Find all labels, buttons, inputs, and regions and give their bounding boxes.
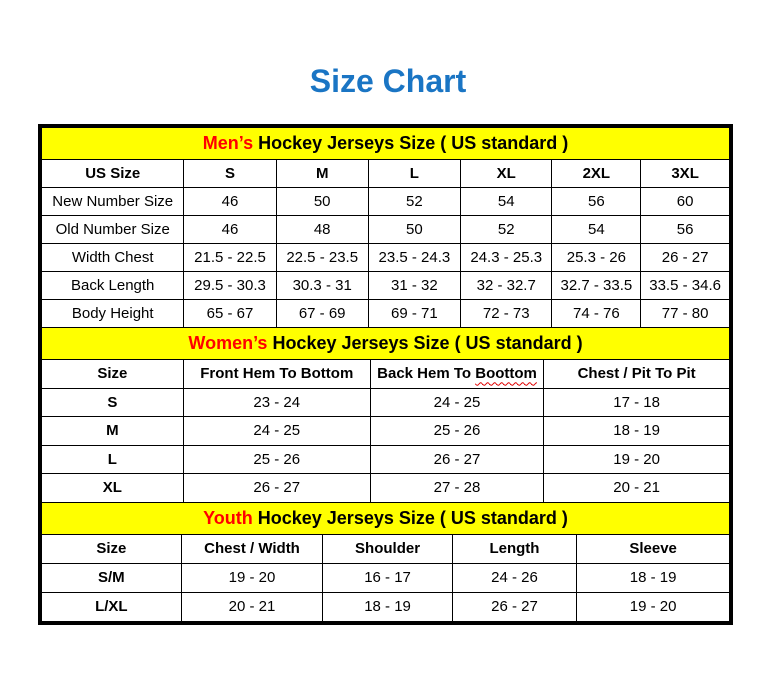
column-header-cell: Size <box>42 534 182 563</box>
column-header-text: Back Hem To <box>377 365 476 383</box>
row-label-cell: S <box>42 388 184 417</box>
value-cell: 23.5 - 24.3 <box>368 244 460 272</box>
value-cell: 52 <box>368 188 460 216</box>
value-cell: 65 - 67 <box>184 300 276 328</box>
value-cell: 18 - 19 <box>323 592 452 621</box>
table-row <box>42 188 730 216</box>
value-cell: 24.3 - 25.3 <box>460 244 552 272</box>
womens-header-row <box>42 360 730 389</box>
value-cell: 18 - 19 <box>544 417 730 446</box>
table-row <box>42 417 730 446</box>
section-title-highlight: Men’s <box>202 133 254 153</box>
value-cell: 54 <box>552 216 641 244</box>
value-cell: 69 - 71 <box>368 300 460 328</box>
value-cell: 48 <box>276 216 368 244</box>
value-cell: 33.5 - 34.6 <box>641 272 730 300</box>
value-cell: 60 <box>641 188 730 216</box>
page-title: Size Chart <box>309 63 467 99</box>
value-cell: 32.7 - 33.5 <box>552 272 641 300</box>
value-cell: 25 - 26 <box>183 445 370 474</box>
value-cell: 21.5 - 22.5 <box>184 244 276 272</box>
column-header-cell: Front Hem To Bottom <box>183 360 370 389</box>
value-cell: 23 - 24 <box>183 388 370 417</box>
table-row <box>42 300 730 328</box>
column-header-cell: Chest / Width <box>181 534 323 563</box>
value-cell: 50 <box>368 216 460 244</box>
value-cell: 24 - 25 <box>370 388 543 417</box>
column-header-cell: Size <box>42 360 184 389</box>
column-header-cell: L <box>368 160 460 188</box>
section-title-text: Hockey Jerseys Size ( US standard ) <box>267 333 583 353</box>
value-cell: 16 - 17 <box>323 563 452 592</box>
value-cell: 19 - 20 <box>544 445 730 474</box>
column-header-cell: S <box>184 160 276 188</box>
youth-section-title <box>42 502 730 534</box>
mens-section-title <box>42 128 730 160</box>
value-cell: 56 <box>641 216 730 244</box>
row-label-cell: Old Number Size <box>42 216 184 244</box>
table-row <box>42 244 730 272</box>
value-cell: 20 - 21 <box>544 474 730 503</box>
value-cell: 20 - 21 <box>181 592 323 621</box>
youth-size-table <box>41 502 730 622</box>
value-cell: 27 - 28 <box>370 474 543 503</box>
value-cell: 46 <box>184 188 276 216</box>
column-header-cell: XL <box>460 160 552 188</box>
column-header-cell: Shoulder <box>323 534 452 563</box>
section-title-text: Hockey Jerseys Size ( US standard ) <box>253 133 569 153</box>
womens-section-header <box>42 328 730 360</box>
value-cell: 19 - 20 <box>577 592 730 621</box>
value-cell: 26 - 27 <box>183 474 370 503</box>
value-cell: 29.5 - 30.3 <box>184 272 276 300</box>
row-label-cell: Back Length <box>42 272 184 300</box>
value-cell: 56 <box>552 188 641 216</box>
value-cell: 67 - 69 <box>276 300 368 328</box>
table-row <box>42 592 730 621</box>
column-header-cell <box>370 360 543 389</box>
value-cell: 26 - 27 <box>452 592 577 621</box>
table-row <box>42 445 730 474</box>
table-row <box>42 563 730 592</box>
column-header-cell: Length <box>452 534 577 563</box>
mens-size-table <box>41 127 730 328</box>
value-cell: 50 <box>276 188 368 216</box>
value-cell: 25 - 26 <box>370 417 543 446</box>
section-title-highlight: Women’s <box>188 333 268 353</box>
section-title-highlight: Youth <box>203 507 253 528</box>
row-label-cell: Width Chest <box>42 244 184 272</box>
row-label-cell: M <box>42 417 184 446</box>
value-cell: 22.5 - 23.5 <box>276 244 368 272</box>
value-cell: 26 - 27 <box>641 244 730 272</box>
section-title-text: Hockey Jerseys Size ( US standard ) <box>252 507 568 528</box>
value-cell: 77 - 80 <box>641 300 730 328</box>
column-header-cell: Sleeve <box>577 534 730 563</box>
value-cell: 32 - 32.7 <box>460 272 552 300</box>
column-header-cell: Chest / Pit To Pit <box>544 360 730 389</box>
value-cell: 54 <box>460 188 552 216</box>
value-cell: 72 - 73 <box>460 300 552 328</box>
mens-section-header <box>42 128 730 160</box>
value-cell: 24 - 26 <box>452 563 577 592</box>
row-label-cell: L/XL <box>42 592 182 621</box>
table-row <box>42 216 730 244</box>
value-cell: 19 - 20 <box>181 563 323 592</box>
womens-section-title <box>42 328 730 360</box>
table-row <box>42 272 730 300</box>
mens-header-row <box>42 160 730 188</box>
youth-section-header <box>42 502 730 534</box>
youth-header-row <box>42 534 730 563</box>
value-cell: 18 - 19 <box>577 563 730 592</box>
column-header-cell: US Size <box>42 160 184 188</box>
row-label-cell: XL <box>42 474 184 503</box>
row-label-cell: L <box>42 445 184 474</box>
column-header-cell: M <box>276 160 368 188</box>
value-cell: 30.3 - 31 <box>276 272 368 300</box>
row-label-cell: Body Height <box>42 300 184 328</box>
column-header-cell: 2XL <box>552 160 641 188</box>
row-label-cell: New Number Size <box>42 188 184 216</box>
value-cell: 25.3 - 26 <box>552 244 641 272</box>
value-cell: 17 - 18 <box>544 388 730 417</box>
row-label-cell: S/M <box>42 563 182 592</box>
value-cell: 31 - 32 <box>368 272 460 300</box>
womens-size-table <box>41 327 730 503</box>
column-header-cell: 3XL <box>641 160 730 188</box>
table-row <box>42 474 730 503</box>
value-cell: 52 <box>460 216 552 244</box>
value-cell: 74 - 76 <box>552 300 641 328</box>
size-chart-tables <box>38 124 733 625</box>
value-cell: 24 - 25 <box>183 417 370 446</box>
misspelled-word: Boottom <box>475 365 537 383</box>
value-cell: 26 - 27 <box>370 445 543 474</box>
value-cell: 46 <box>184 216 276 244</box>
table-row <box>42 388 730 417</box>
